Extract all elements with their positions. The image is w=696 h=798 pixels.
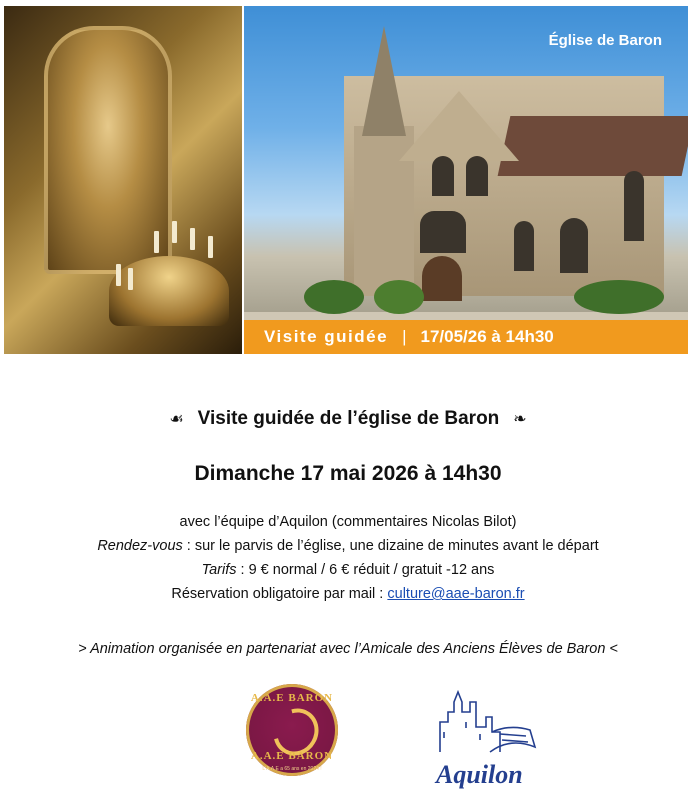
strip-visit-label: Visite guidée [264, 327, 389, 346]
church-photo [244, 6, 688, 354]
strip-datetime: 17/05/26 à 14h30 [420, 327, 554, 346]
reservation-line [0, 582, 696, 606]
aae-baron-logo [246, 684, 338, 776]
aquilon-wordmark: Aquilon [436, 760, 523, 789]
event-date: Dimanche 17 mai 2026 à 14h30 [194, 462, 502, 485]
event-details [0, 510, 696, 606]
strip-separator: | [402, 327, 407, 346]
event-headline-row [0, 408, 696, 430]
team-line: avec l’équipe d’Aquilon (commentaires Nicolas Bilot) [179, 514, 517, 530]
ornament-right-icon: ❧ [513, 411, 527, 428]
reservation-text: Réservation obligatoire par mail : [171, 586, 388, 602]
header-banner [4, 6, 688, 354]
meeting-text: : sur le parvis de l’église, une dizaine de minutes avant le départ [182, 538, 599, 554]
meeting-line [0, 534, 696, 558]
partnership-note: > Animation organisée en partenariat avec l’Amicale des Anciens Élèves de Baron < [78, 641, 618, 657]
tarifs-line [0, 558, 696, 582]
castle-book-icon [430, 682, 550, 762]
aae-logo-bottom-text: A.A.E BARON [250, 750, 334, 762]
aquilon-logo [430, 682, 550, 792]
photo-caption: Église de Baron [548, 32, 662, 49]
tarifs-text: : 9 € normal / 6 € réduit / gratuit -12 ans [236, 562, 495, 578]
aae-logo-small-text: L'A.A.E a 65 ans en 2024 ! [262, 766, 322, 772]
tarifs-label: Tarifs [201, 562, 237, 578]
visit-date-strip [244, 320, 688, 354]
meeting-label: Rendez-vous [97, 538, 183, 554]
altarpiece-photo [4, 6, 242, 354]
ornament-left-icon: ☙ [169, 411, 184, 428]
event-headline: Visite guidée de l’église de Baron [197, 408, 500, 429]
aae-logo-top-text: A.A.E BARON [250, 692, 334, 704]
reservation-email-link[interactable]: culture@aae-baron.fr [387, 586, 525, 602]
